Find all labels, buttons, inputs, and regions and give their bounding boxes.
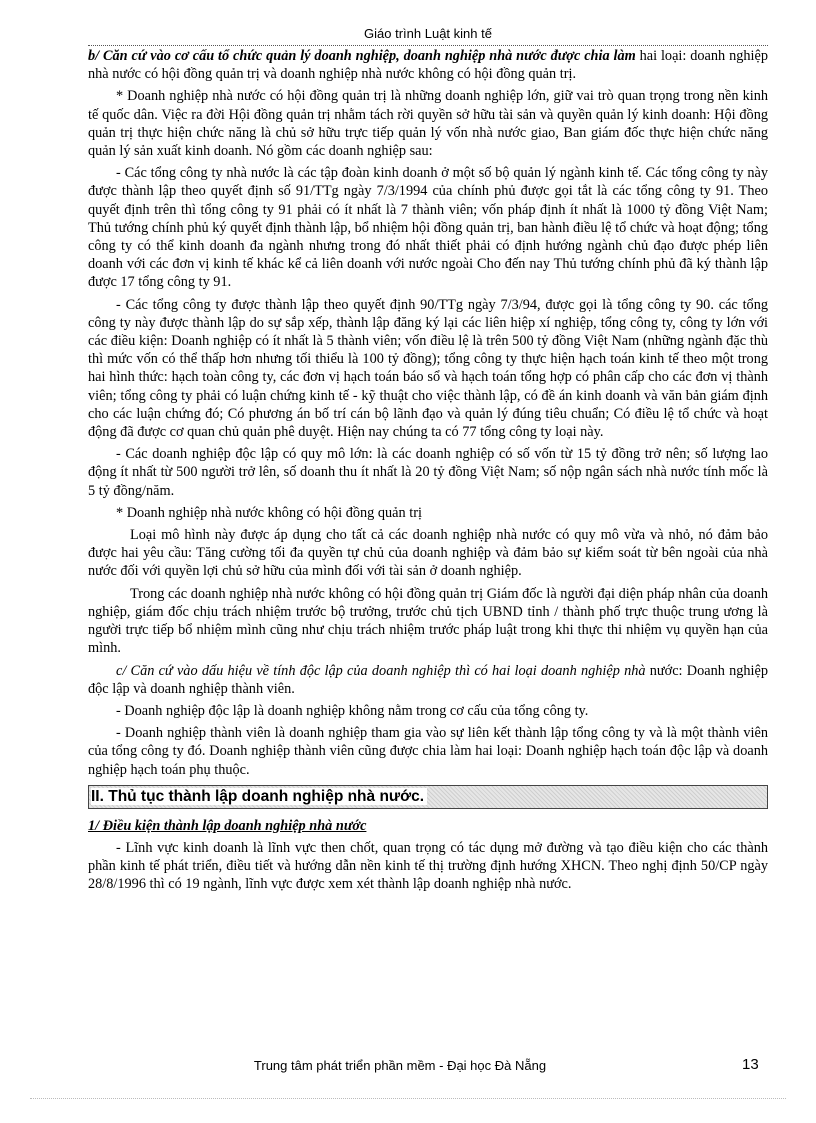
paragraph-b [88, 47, 768, 83]
paragraph-dn-thanh-vien: - Doanh nghiệp thành viên là doanh nghiệp tham gia vào sự liên kết thành lập tổng công ty và là một thành viên của tổng công ty đó. Doanh nghiệp thành viên cũng được chia làm hai loại: Doanh nghiệp hạch toán độc lập và doanh nghiệp hạch toán phụ thuộc. [88, 725, 768, 778]
subheading-dieu-kien: 1/ Điều kiện thành lập doanh nghiệp nhà nước [88, 817, 367, 834]
page-bottom-divider [30, 1098, 786, 1099]
paragraph-dn-doc-lap-lon: - Các doanh nghiệp độc lập có quy mô lớn: là các doanh nghiệp có số vốn từ 15 tỷ đồng trở nên; số lượng lao động ít nhất từ 500 người trở lên, số doanh thu ít nhất là 20 tỷ đồng Việt Nam; số nộp ngân sách nhà nước tính mốc là 5 tỷ đồng/năm. [88, 446, 768, 499]
paragraph-mo-hinh: Loại mô hình này được áp dụng cho tất cả các doanh nghiệp nhà nước có quy mô vừa và nhỏ, nó đảm bảo được hai yêu cầu: Tăng cường tối đa quyền tự chủ của doanh nghiệp và đảm bảo sự kiểm soát từ bên ngoài của nhà nước đối với quyền lợi chủ sở hữu của mình đối với tài sản ở doanh nghiệp. [88, 527, 768, 580]
section-heading-bar [88, 785, 768, 809]
paragraph-b-rest: hai loại: doanh nghiệp nhà nước có hội đồng quản trị và doanh nghiệp nhà nước không có hội đồng quản trị. [88, 48, 768, 83]
paragraph-b-lead: b/ Căn cứ vào cơ cấu tổ chức quản lý doanh nghiệp, doanh nghiệp nhà nước được chia làm [88, 48, 636, 64]
paragraph-dn-doc-lap: - Doanh nghiệp độc lập là doanh nghiệp không nằm trong cơ cấu của tổng công ty. [116, 702, 589, 719]
header-divider [88, 45, 768, 46]
page-content [88, 47, 768, 898]
paragraph-giam-doc: Trong các doanh nghiệp nhà nước không có hội đồng quản trị Giám đốc là người đại diện pháp nhân của doanh nghiệp, giám đốc chịu trách nhiệm trước bộ trưởng, trước chủ tịch UBND tỉnh / thành phố trực thuộc trung ương là người trực tiếp bổ nhiệm mình cũng như chịu trách nhiệm trước pháp luật trong khi thực thi nhiệm vụ quyền hạn của mình. [88, 585, 768, 657]
section-heading: II. Thủ tục thành lập doanh nghiệp nhà nước. [91, 788, 427, 805]
paragraph-c-rest: nước: Doanh nghiệp độc lập và doanh nghiệp thành viên. [88, 662, 768, 697]
page-number: 13 [742, 1056, 759, 1073]
paragraph-khong-hdqt-heading: * Doanh nghiệp nhà nước không có hội đồng quản trị [116, 504, 422, 521]
paragraph-hdqt-intro: * Doanh nghiệp nhà nước có hội đồng quản trị là những doanh nghiệp lớn, giữ vai trò quan trọng trong nền kinh tế quốc dân. Việc ra đời Hội đồng quản trị nhằm tách rời quyền sở hữu tài sản và quyền quản lý kinh doanh: Hội đồng quản trị thực hiện chức năng là chủ sở hữu trực tiếp quản lý vốn nhà nước giao, Ban giám đốc thực hiện chức năng quản lý sản xuất kinh doanh. Nó gồm các doanh nghiệp sau: [88, 88, 768, 160]
paragraph-c-lead: c/ Căn cứ vào dấu hiệu về tính độc lập của doanh nghiệp thì có hai loại doanh nghiệp nhà [116, 662, 646, 679]
paragraph-tct-90: - Các tổng công ty được thành lập theo quyết định 90/TTg ngày 7/3/94, được gọi là tổng công ty 90. các tổng công ty này được thành lập do sự sắp xếp, thành lập đăng ký lại các liên hiệp xí nghiệp, tổng công ty, công ty lớn với các điều kiện: Doanh nghiệp có ít nhất là 5 thành viên; vốn điều lệ là trên 500 tỷ đồng Việt Nam (những ngành đặc thù thì mức vốn có thể thấp hơn nhưng tối thiểu là 100 tỷ đồng); tổng công ty thực hiện hạch toán kinh tế theo một trong hai hình thức: hạch toàn công ty, các đơn vị hạch toán báo sổ và hạch toán tổng hợp có phân cấp cho các đơn vị thành viên; tổng công ty phải có luận chứng kinh tế - kỹ thuật cho việc thành lập, có đề án kinh doanh và văn bản giám định cho các luận chứng đó; Có phương án bố trí cán bộ lãnh đạo và quản lý đúng tiêu chuẩn; Có điều lệ tổ chức và hoạt động đã được cơ quan chủ quản phê duyệt. Hiện nay chúng ta có 77 tổng công ty loại này. [88, 296, 768, 441]
page-header: Giáo trình Luật kinh tế [364, 26, 492, 41]
paragraph-linh-vuc: - Lĩnh vực kinh doanh là lĩnh vực then chốt, quan trọng có tác dụng mở đường và tạo điều kiện cho các thành phần kinh tế phát triển, điều tiết và hướng dẫn nền kinh tế thị trường định hướng XHCN. Theo nghị định 50/CP ngày 28/8/1996 thì có 19 ngành, lĩnh vực được xem xét thành lập doanh nghiệp nhà nước. [88, 839, 768, 893]
paragraph-tct-91: - Các tổng công ty nhà nước là các tập đoàn kinh doanh ở một số bộ quản lý ngành kinh tế. Các tổng công ty này được thành lập theo quyết định số 91/TTg ngày 7/3/1994 của chính phủ được gọi tắt là các tổng công ty 91. Theo quyết định trên thì tổng công ty 91 phải có ít nhất là 7 thành viên; vốn pháp định ít nhất là 1000 tỷ đồng Việt Nam; Thủ tướng chính phủ ký quyết định thành lập, bổ nhiệm hội đồng quản trị, ban hành điều lệ tổ chức và hoạt động; tổng công ty có thể kinh doanh đa ngành nhưng trong đó nhất thiết phải có định hướng ngành chủ đạo được phép liên doanh với các đơn vị kinh tế khác kể cả liên doanh với nước ngoài Cho đến nay Thủ tướng chính phủ đã ký thành lập được 17 tổng công ty 91. [88, 165, 768, 291]
page-footer: Trung tâm phát triển phần mềm - Đại học Đà Nẵng [253, 1058, 547, 1073]
paragraph-c [88, 662, 768, 698]
